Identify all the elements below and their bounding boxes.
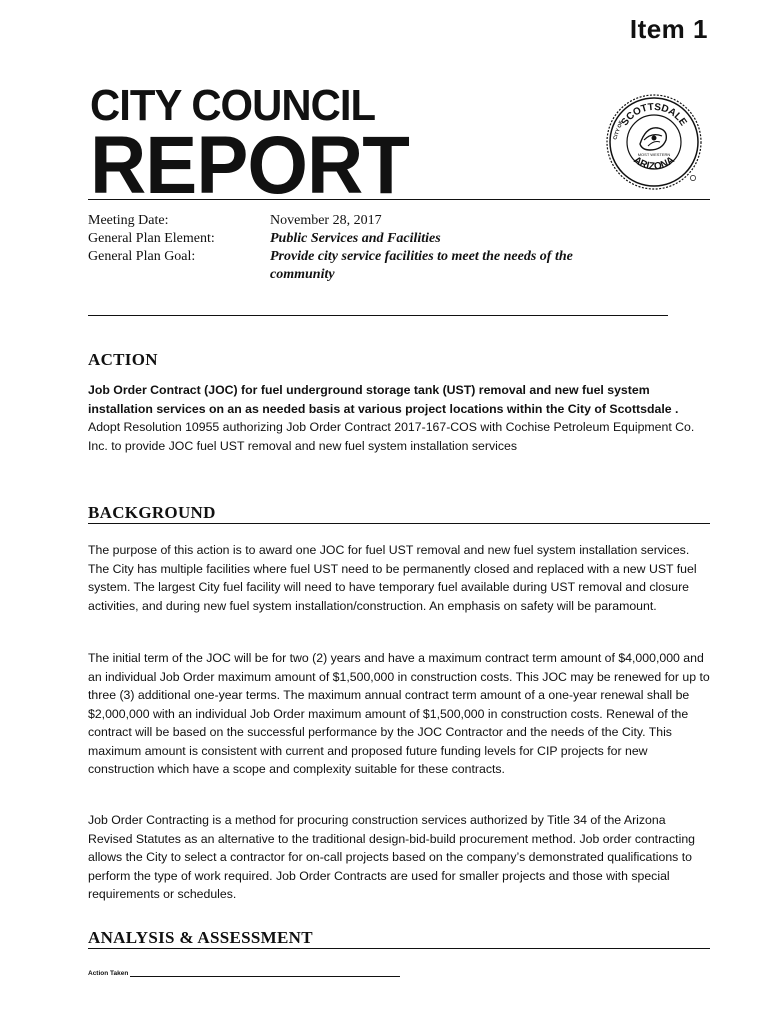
city-seal-icon [604, 92, 704, 192]
meeting-date-label: Meeting Date: [88, 213, 169, 228]
meeting-date-value: November 28, 2017 [270, 213, 382, 228]
background-divider [88, 523, 710, 524]
analysis-divider [88, 948, 710, 949]
meta-row-plan-goal-cont [88, 266, 688, 284]
plan-goal-value-2: community [270, 267, 335, 282]
registered-mark-icon [690, 175, 695, 180]
background-paragraph-1: The purpose of this action is to award one JOC for fuel UST removal and new fuel system installation services. The City has multiple facilities where fuel UST need to be permanently closed and replaced with a new UST fuel system. The largest City fuel facility will need to have temporary fuel available during UST removal and closure activities, and during new fuel system installation/construction. An emphasis on safety will be paramount. [88, 543, 697, 613]
action-paragraph [88, 381, 712, 455]
meta-row-plan-goal [88, 248, 688, 266]
analysis-heading: ANALYSIS & ASSESSMENT [88, 928, 313, 947]
report-title [90, 81, 426, 211]
plan-goal-value-1: Provide city service facilities to meet the needs of the [270, 249, 573, 264]
action-taken-line [130, 969, 400, 977]
plan-element-value: Public Services and Facilities [270, 231, 441, 246]
seal-emblem-icon [640, 128, 666, 150]
action-bold-text: Job Order Contract (JOC) for fuel underground storage tank (UST) removal and new fuel system installation services on an as needed basis at various project locations within the City of Scottsdale . [88, 383, 679, 416]
svg-text:ARIZONA [631, 155, 676, 173]
seal-bottom-text: ARIZONA [631, 154, 677, 173]
item-label: Item 1 [629, 14, 708, 44]
meta-divider [88, 315, 668, 316]
header-divider [88, 199, 710, 200]
background-paragraph-3: Job Order Contracting is a method for procuring construction services authorized by Title 34 of the Arizona Revised Statutes as an alternative to the traditional design-bid-build procurement method. Job order contracting allows the City to select a contractor for on-call projects based on the company’s demonstrated qualifications to perform the type of work required. Job Order Contracts are used for smaller projects and those with special requirements or schedules. [88, 813, 695, 901]
title-city-council: CITY COUNCIL [90, 81, 376, 130]
background-paragraph-2: The initial term of the JOC will be for two (2) years and have a maximum contract term amount of $4,000,000 and an individual Job Order maximum amount of $1,500,000 in construction costs. This JOC may be renewed for up to three (3) additional one-year terms. The maximum annual contract term amount of a one-year renewal shall be $2,000,000 with an individual Job Order maximum amount of $1,500,000 in construction costs. Renewal of the contract will be based on the successful performance by the JOC Contractor and the needs of the City. This maximum amount is consistent with current and proposed future funding levels for CIP projects for new construction which have a scope and complexity suitable for these contracts. [88, 651, 710, 776]
action-heading: ACTION [88, 350, 158, 369]
meta-row-plan-element [88, 230, 688, 248]
action-taken-field [88, 969, 400, 977]
seal-top-text: SCOTTSDALE [619, 101, 689, 129]
action-taken-label: Action Taken [88, 970, 129, 977]
title-report: REPORT [90, 120, 409, 211]
plan-element-label: General Plan Element: [88, 231, 215, 246]
action-body-text: Adopt Resolution 10955 authorizing Job Order Contract 2017-167-COS with Cochise Petroleum Equipment Co. Inc. to provide JOC fuel UST removal and new fuel system installation services [88, 420, 695, 453]
seal-left-text: CITY OF [612, 120, 625, 141]
background-heading: BACKGROUND [88, 503, 216, 522]
meeting-meta [88, 212, 688, 284]
plan-goal-label: General Plan Goal: [88, 249, 196, 264]
meta-row-meeting-date [88, 212, 688, 230]
seal-motto-text: MOST WESTERN [637, 152, 671, 157]
